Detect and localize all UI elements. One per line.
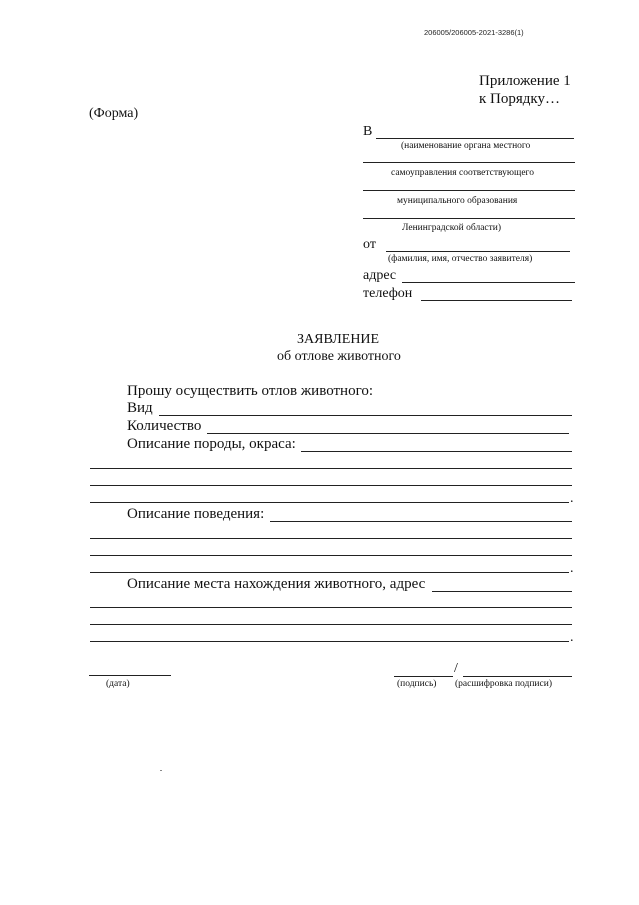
kind-label: Вид — [127, 400, 153, 416]
breed-line-3[interactable] — [90, 502, 569, 503]
document-id: 206005/206005-2021-3286(1) — [424, 28, 524, 37]
signature-decode-label: (расшифровка подписи) — [455, 679, 552, 689]
behavior-line-3[interactable] — [90, 572, 569, 573]
kind-line[interactable] — [159, 415, 572, 416]
phone-label: телефон — [363, 286, 413, 301]
applicant-from-prefix: от — [363, 237, 376, 252]
recipient-prefix: В — [363, 124, 373, 139]
appendix-line-1: Приложение 1 — [479, 73, 571, 89]
date-label: (дата) — [106, 679, 130, 689]
behavior-end-period: . — [570, 561, 574, 576]
behavior-line-2[interactable] — [90, 555, 572, 556]
document-subtitle: об отлове животного — [277, 349, 401, 364]
location-line-3[interactable] — [90, 641, 569, 642]
appendix-line-2: к Порядку… — [479, 91, 560, 107]
location-line-0[interactable] — [432, 591, 572, 592]
breed-label: Описание породы, окраса: — [127, 436, 296, 452]
signature-decode-line[interactable] — [463, 676, 572, 677]
breed-line-2[interactable] — [90, 485, 572, 486]
request-text: Прошу осуществить отлов животного: — [127, 383, 374, 399]
applicant-name-line[interactable] — [386, 251, 570, 252]
signature-label: (подпись) — [397, 679, 437, 689]
recipient-hint-3: муниципального образования — [397, 196, 518, 206]
recipient-hint-2: самоуправления соответствующего — [391, 168, 534, 178]
location-line-1[interactable] — [90, 607, 572, 608]
location-line-2[interactable] — [90, 624, 572, 625]
breed-line-0[interactable] — [301, 451, 572, 452]
recipient-line-1[interactable] — [376, 138, 574, 139]
scan-speck — [160, 770, 162, 771]
recipient-line-3[interactable] — [363, 190, 575, 191]
recipient-hint-4: Ленинградской области) — [402, 223, 502, 233]
document-title: ЗАЯВЛЕНИЕ — [297, 332, 380, 347]
address-label: адрес — [363, 268, 397, 283]
signature-slash: / — [454, 661, 458, 676]
behavior-line-0[interactable] — [270, 521, 572, 522]
recipient-hint-1: (наименование органа местного — [401, 141, 531, 151]
phone-line[interactable] — [421, 300, 572, 301]
behavior-line-1[interactable] — [90, 538, 572, 539]
recipient-line-4[interactable] — [363, 218, 575, 219]
location-end-period: . — [570, 630, 574, 645]
behavior-label: Описание поведения: — [127, 506, 265, 522]
quantity-line[interactable] — [207, 433, 569, 434]
location-label: Описание места нахождения животного, адрес — [127, 576, 426, 592]
form-label: (Форма) — [89, 106, 139, 121]
breed-end-period: . — [570, 491, 574, 506]
recipient-line-2[interactable] — [363, 162, 575, 163]
address-line[interactable] — [402, 282, 575, 283]
quantity-label: Количество — [127, 418, 202, 434]
applicant-from-hint: (фамилия, имя, отчество заявителя) — [388, 254, 533, 264]
signature-line[interactable] — [394, 676, 453, 677]
breed-line-1[interactable] — [90, 468, 572, 469]
date-line[interactable] — [89, 675, 171, 676]
